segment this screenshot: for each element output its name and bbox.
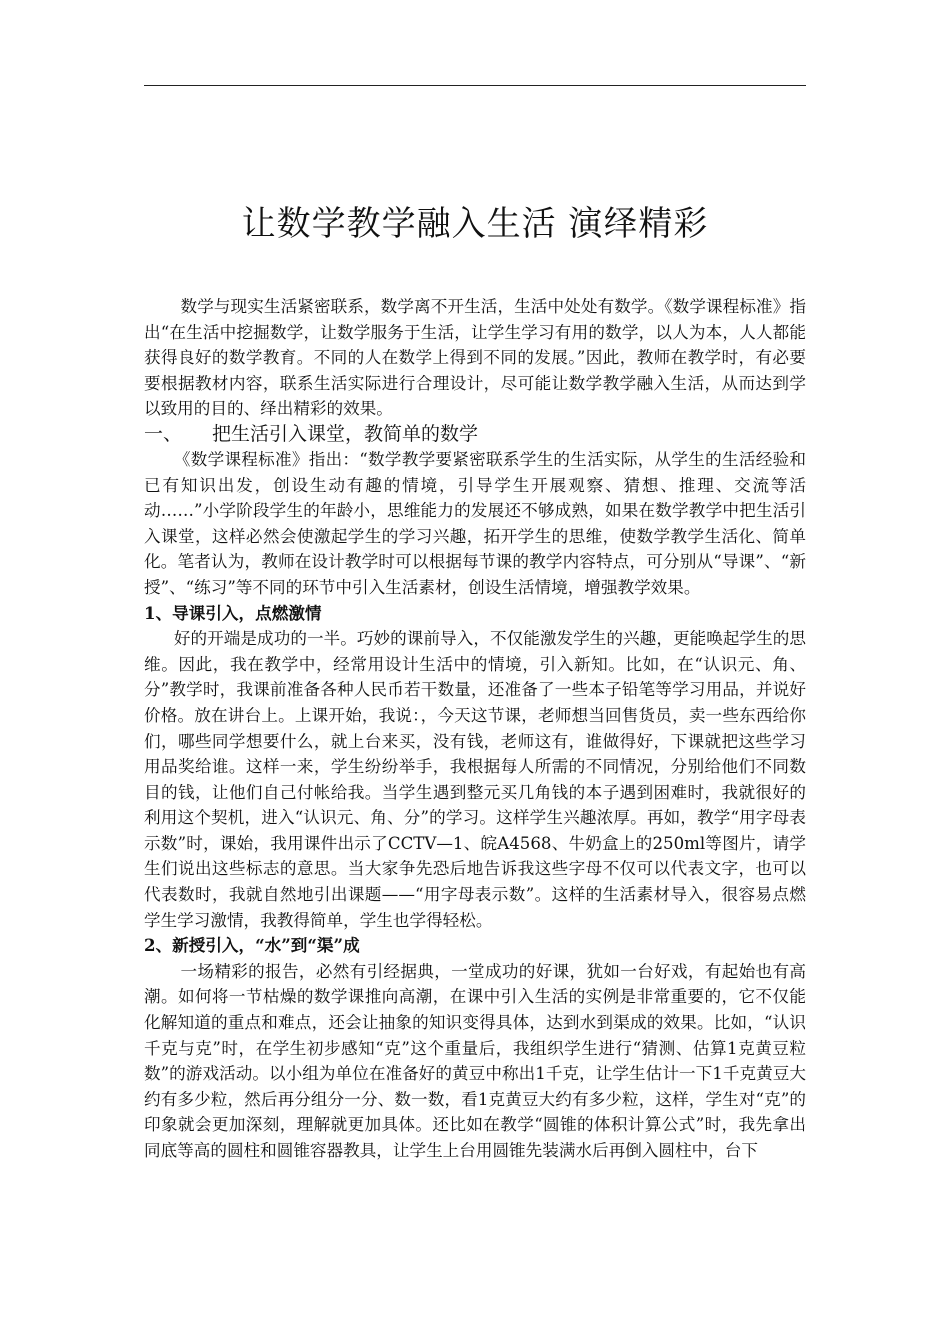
subsection-number: 1、 <box>144 602 173 623</box>
subsection-paragraph-1: 好的开端是成功的一半。巧妙的课前导入，不仅能激发学生的兴趣，更能唤起学生的思维。因此，我在教学中，经常用设计生活中的情境，引入新知。比如，在“认识元、角、分”教学时，我课前准备各种人民币若干数量，还准备了一些本子铅笔等学习用品，并说好价格。放在讲台上。上课开始，我说：，今天这节课，老师想当回售货员，卖一些东西给你们，哪些同学想要什么，就上台来买，没有钱，老师这有，谁做得好，下课就把这些学习用品奖给谁。这样一来，学生纷纷举手，我根据每人所需的不同情况，分别给他们不同数目的钱，让他们自己付帐给我。当学生遇到整元买几角钱的本子遇到困难时，我就很好的利用这个契机，进入“认识元、角、分”的学习。这样学生兴趣浓厚。再如，教学“用字母表示数”时，课始，我用课件出示了CCTV—1、皖A4568、牛奶盒上的250ml等图片，请学生们说出这些标志的意思。当大家争先恐后地告诉我这些字母不仅可以代表文字，也可以代表数时，我就自然地引出课题——“用字母表示数”。这样的生活素材导入，很容易点燃学生学习激情，我教得简单，学生也学得轻松。 <box>144 629 806 930</box>
subsection-heading-1 <box>144 601 806 627</box>
subsection-title: 导课引入，点燃激情 <box>172 602 322 623</box>
subsection-paragraph-2: 一场精彩的报告，必然有引经据典，一堂成功的好课，犹如一台好戏，有起始也有高潮。如何将一节枯燥的数学课推向高潮，在课中引入生活的实例是非常重要的，它不仅能化解知道的重点和难点，还会让抽象的知识变得具体，达到水到渠成的效果。比如，“认识千克与克”时，在学生初步感知“克”这个重量后，我组织学生进行“猜测、估算1克黄豆粒数”的游戏活动。以小组为单位在准备好的黄豆中称出1千克，让学生估计一下1千克黄豆大约有多少粒，然后再分组分一分、数一数，看1克黄豆大约有多少粒，这样，学生对“克”的印象就会更加深刻，理解就更加具体。还比如在教学“圆锥的体积计算公式”时，我先拿出同底等高的圆柱和圆锥容器教具，让学生上台用圆锥先装满水后再倒入圆柱中，台下 <box>144 961 806 1160</box>
document-body <box>144 294 806 1164</box>
section-paragraph: 《数学课程标准》指出：“数学教学要紧密联系学生的生活实际，从学生的生活经验和已有知识出发，创设生动有趣的情境，引导学生开展观察、猜想、推理、交流等活动……”小学阶段学生的年龄小，思维能力的发展还不够成熟，如果在数学教学中把生活引入课堂，这样必然会使激起学生的学习兴趣，拓开学生的思维，使数学教学生活化、简单化。笔者认为，教师在设计教学时可以根据每节课的教学内容特点，可分别从“导课”、“新授”、“练习”等不同的环节中引入生活素材，创设生活情境，增强教学效果。 <box>144 449 806 597</box>
page-title: 让数学教学融入生活 演绎精彩 <box>241 204 709 244</box>
intro-paragraph: 数学与现实生活紧密联系，数学离不开生活，生活中处处有数学。《数学课程标准》指出“在生活中挖掘数学，让数学服务于生活，让学生学习有用的数学，以人为本，人人都能获得良好的数学教育。不同的人在数学上得到不同的发展。”因此，教师在教学时，有必要要根据教材内容，联系生活实际进行合理设计，尽可能让数学教学融入生活，从而达到学以致用的目的、绎出精彩的效果。 <box>144 297 806 419</box>
subsection-number: 2、 <box>144 935 173 956</box>
subsection-heading-2 <box>144 933 806 959</box>
section-number: 一、 <box>144 422 183 445</box>
header-rule <box>144 85 806 86</box>
subsection-title: 新授引入，“水”到“渠”成 <box>172 935 360 956</box>
section-title: 把生活引入课堂，教简单的数学 <box>212 422 479 445</box>
section-heading <box>144 422 806 447</box>
